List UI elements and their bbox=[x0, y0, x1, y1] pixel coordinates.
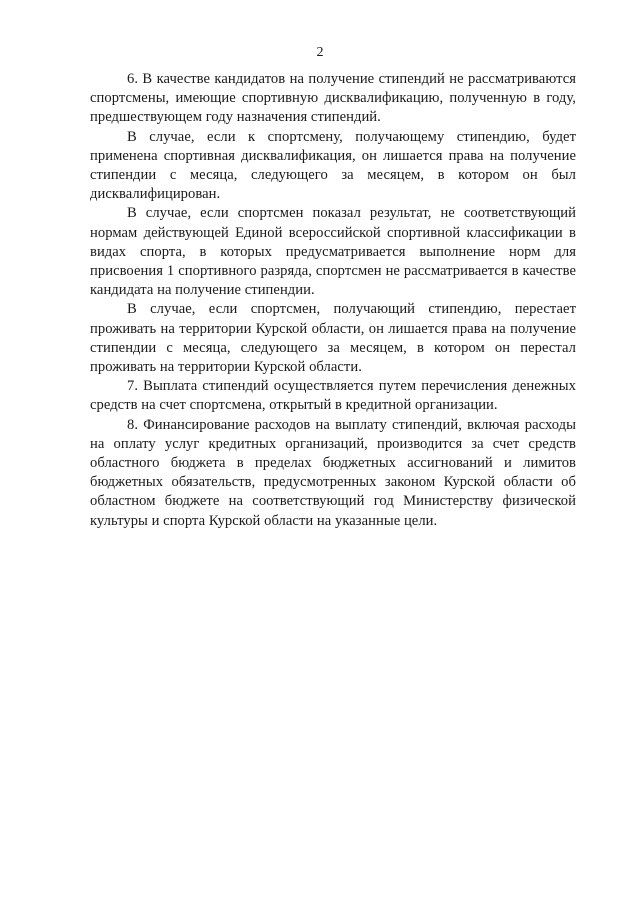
paragraph-result-norms: В случае, если спортсмен показал результат, не соответствующий нормам действующей Единой всероссийской спортивной классификации в видах спорта, в которых предусматривается выполнение норм для присвоения 1 спортивного разряда, спортсмен не рассматривается в качестве кандидата на получение стипендии. bbox=[90, 205, 576, 299]
paragraph-item-8: 8. Финансирование расходов на выплату стипендий, включая расходы на оплату услуг кредитных организаций, производится за счет средств областного бюджета в пределах бюджетных ассигнований и лимитов бюджетных обязательств, предусмотренных законом Курской области об областном бюджете на соответствующий год Министерству физической культуры и спорта Курской области на указанные цели. bbox=[90, 416, 576, 529]
paragraph-item-7: 7. Выплата стипендий осуществляется путем перечисления денежных средств на счет спортсмена, открытый в кредитной организации. bbox=[90, 378, 576, 414]
paragraph-disqualification: В случае, если к спортсмену, получающему стипендию, будет применена спортивная дисквалификация, он лишается права на получение стипендии с месяца, следующего за месяцем, в котором он был дисквалифицирован. bbox=[90, 128, 576, 203]
paragraph-item-6: 6. В качестве кандидатов на получение стипендий не рассматриваются спортсмены, имеющие спортивную дисквалификацию, полученную в году, предшествующем году назначения стипендий. bbox=[90, 71, 576, 126]
page-number: 2 bbox=[316, 45, 324, 60]
document-body bbox=[90, 70, 576, 531]
paragraph-residence: В случае, если спортсмен, получающий стипендию, перестает проживать на территории Курской области, он лишается права на получение стипендии с месяца, следующего за месяцем, в котором он перестал проживать на территории Курской области. bbox=[90, 301, 576, 376]
